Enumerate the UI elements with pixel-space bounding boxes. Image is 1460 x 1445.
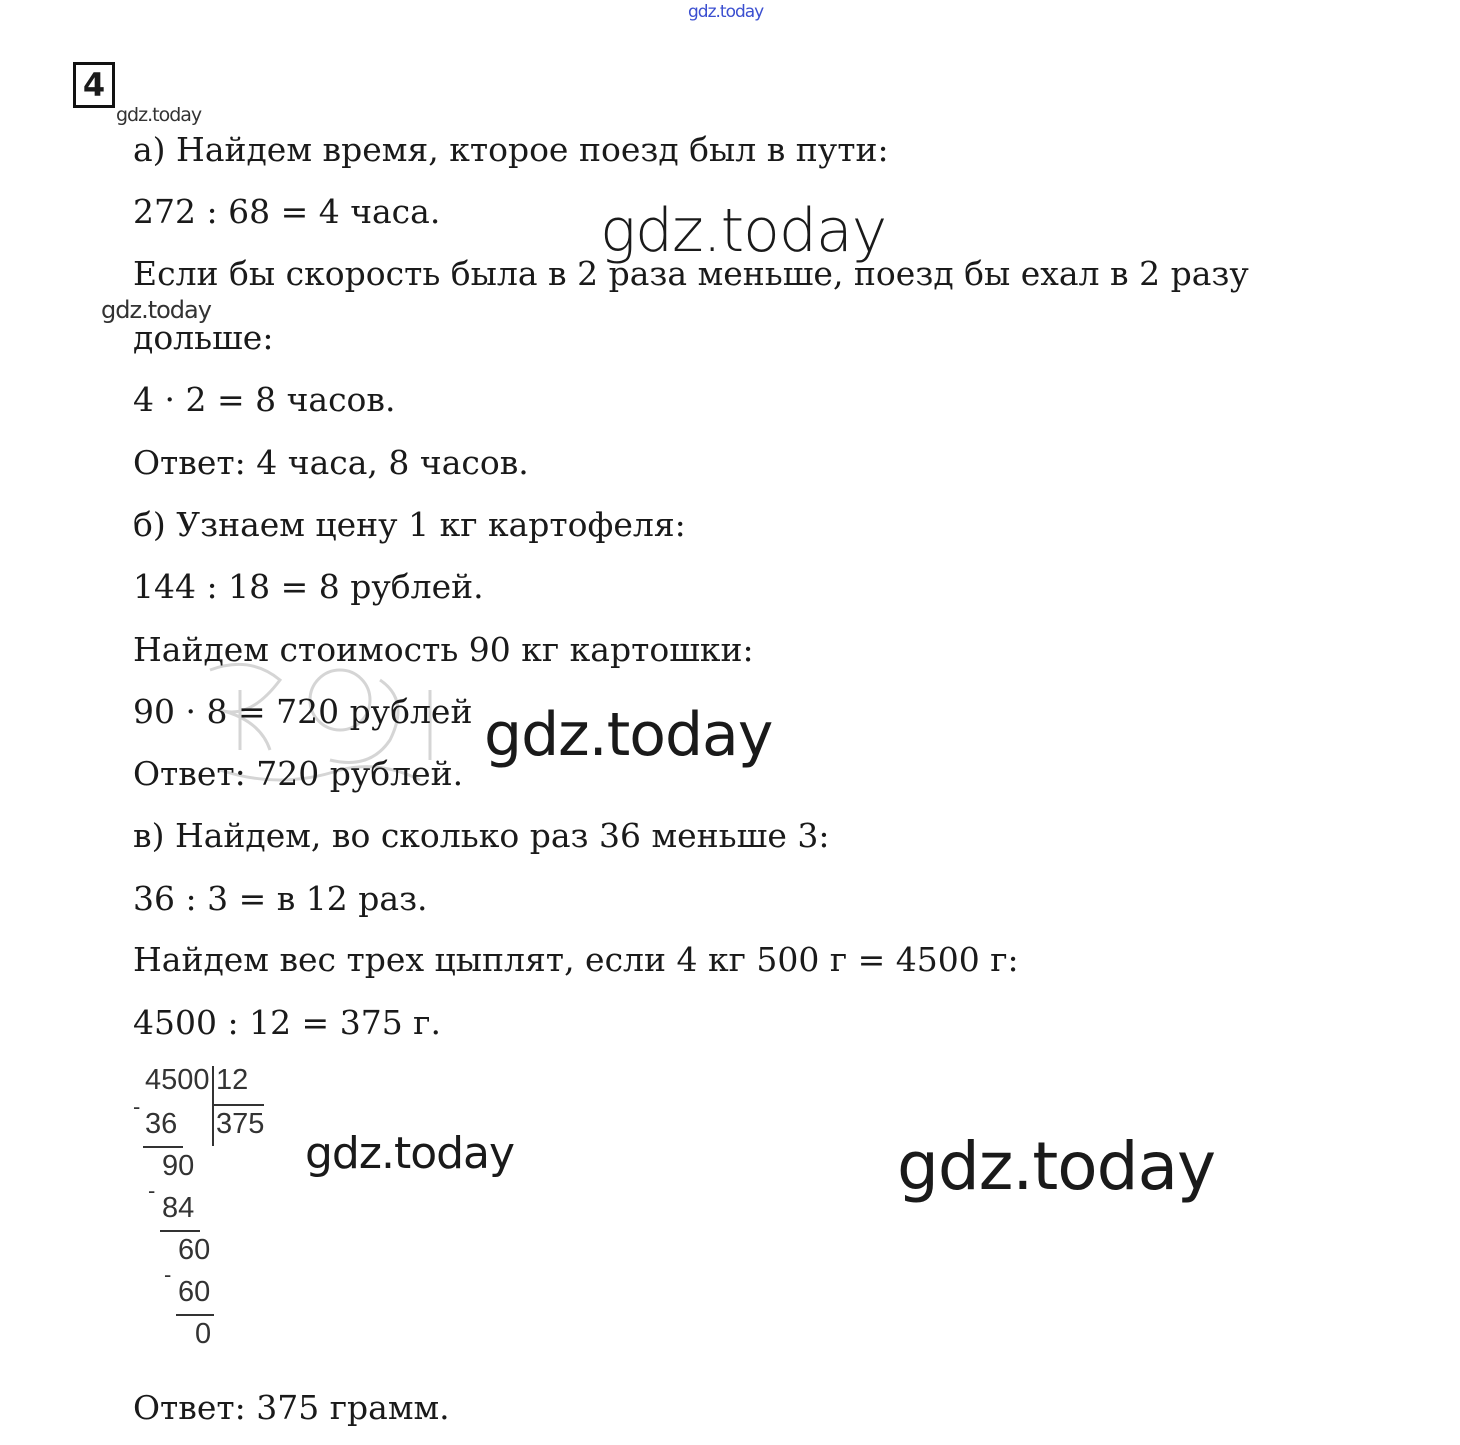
answer-line: Ответ: 720 рублей. <box>133 754 464 793</box>
ld-vertical-rule <box>212 1066 214 1146</box>
ld-quotient-rule <box>214 1104 264 1106</box>
ld-minus: - <box>133 1094 141 1119</box>
ld-quotient: 375 <box>216 1108 265 1140</box>
ld-minus: - <box>164 1262 172 1287</box>
answer-line: Ответ: 4 часа, 8 часов. <box>133 443 529 482</box>
ld-step-rule <box>176 1314 214 1316</box>
ld-step: 90 <box>162 1150 195 1182</box>
solution-line: 36 : 3 = в 12 раз. <box>133 879 428 918</box>
solution-line: Если бы скорость была в 2 раза меньше, поезд бы ехал в 2 разу <box>133 254 1249 293</box>
final-answer: Ответ: 375 грамм. <box>133 1388 450 1427</box>
solution-line: 144 : 18 = 8 рублей. <box>133 567 484 606</box>
ld-step: 60 <box>178 1276 211 1308</box>
ld-minus: - <box>148 1178 156 1203</box>
solution-line: 4500 : 12 = 375 г. <box>133 1003 441 1042</box>
watermark-large: gdz.today <box>484 700 773 770</box>
watermark-medium: gdz.today <box>305 1128 515 1179</box>
solution-line: 90 · 8 = 720 рублей <box>133 692 473 731</box>
ld-final: 0 <box>195 1318 212 1350</box>
solution-line: Найдем вес трех цыплят, если 4 кг 500 г = 4500 г: <box>133 940 1019 979</box>
solution-line: в) Найдем, во сколько раз 36 меньше 3: <box>133 816 830 855</box>
ld-step-rule <box>143 1146 183 1148</box>
ld-step: 60 <box>178 1234 211 1266</box>
ld-step: 36 <box>145 1108 178 1140</box>
solution-line: Найдем стоимость 90 кг картошки: <box>133 630 754 669</box>
ld-step-rule <box>160 1230 200 1232</box>
solution-line: 4 · 2 = 8 часов. <box>133 380 396 419</box>
solution-line: а) Найдем время, кторое поезд был в пути: <box>133 130 889 169</box>
ld-divisor: 12 <box>216 1064 249 1096</box>
watermark-small: gdz.today <box>116 104 202 126</box>
task-number-box: 4 <box>73 62 115 108</box>
solution-line: б) Узнаем цену 1 кг картофеля: <box>133 505 686 544</box>
watermark-large: gdz.today <box>897 1128 1216 1205</box>
solution-line: 272 : 68 = 4 часа. <box>133 192 441 231</box>
watermark-top: gdz.today <box>688 2 764 22</box>
solution-line: дольше: <box>133 318 274 357</box>
ld-step: 84 <box>162 1192 195 1224</box>
watermark-large: gdz.today <box>600 196 887 266</box>
watermark-small: gdz.today <box>101 296 211 324</box>
ld-dividend: 4500 <box>145 1064 210 1096</box>
